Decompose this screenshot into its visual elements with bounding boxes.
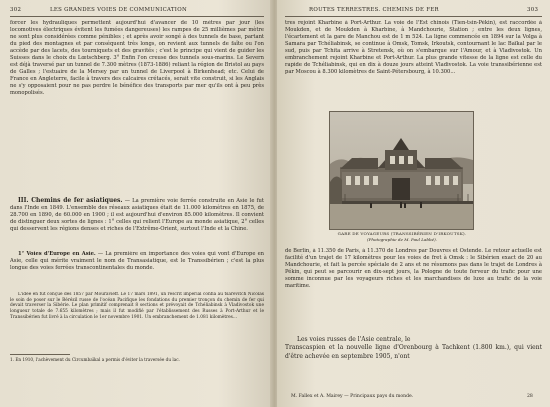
signature-number: 28 [527, 394, 533, 399]
left-page [0, 0, 273, 407]
right-paragraph-3-a: Les voies russes de l'Asie centrale, le [297, 336, 411, 343]
left-header-rule [10, 16, 264, 17]
footnote-rule [10, 354, 70, 355]
right-paragraph-2 [285, 248, 542, 326]
right-paragraph-1 [285, 20, 542, 106]
right-page-number: 303 [527, 7, 539, 13]
right-paragraph-2-text: de Berlin, à 11.350 de Paris, à 11.370 de Londres par Douvres et Ostende. Le retour actuelle est facilité d'un trajet de 17 kilomètres pour les voies de fret à Omsk : le Sibérien exact de 20 au Mandchourie, et fait la percée spéciale de 2 ans et ne résumons pas dans le trajet de Londres à Pékin, qui peut se parcourir en dix-sept jours, la Pologne de toute ferveur du trafic pour une somme inconnue par les voyageurs riches et les marchandises de luxe au trafic de la voie maritime. [285, 248, 542, 290]
subsection-1 [10, 251, 264, 286]
right-running-head: ROUTES TERRESTRES. CHEMINS DE FER [309, 7, 439, 13]
section-3-title: III. Chemins de fer asiatiques. [18, 197, 123, 204]
left-paragraph-1 [10, 20, 264, 196]
section-3 [10, 197, 264, 249]
photo-credit: (Photographie de M. Paul Labbé). [367, 237, 437, 242]
right-paragraph-3-c: Transcaspien et la nouvelle ligne d'Orenbourg à Tachkent (1.800 km.), qui vient d'être achevée en septembre 1905, n'ont [285, 344, 542, 360]
station-photograph-image [330, 112, 473, 229]
section-3-text: — La première voie ferrée construite en Asie le fut dans l'Inde en 1849. L'ensemble des réseaux asiatiques était de 11.000 kilomètres en 1875, de 28.700 en 1890, de 60.000 en 1900 ; il est aujourd'hui d'environ 85.000 kilomètres. Il convient de distinguer deux sortes de lignes : 1° celles qui relient l'Europe au monde asiatique, 2° celles qui desservent les régions denses et riches de l'Extrême-Orient, surtout l'Inde et la Chine. [10, 198, 264, 233]
right-header-rule [285, 16, 542, 17]
photo-caption: GARE DE VOYAGEURS (TRANSSIBÉRIEN D'IRKOUTSK). [337, 231, 467, 236]
right-paragraph-1-text: tres rejoint Kharbine à Port-Arthur. La voie de l'Est chinois (Tien-tsin-Pékin), est raccordée à Moukden, et de Moukden à Kharbine, à Mandchourie, Station ; entre les deux lignes, l'écartement et la gare de Manchou est de 1 m 524. La ligne commencée en 1894 sur la Volga à Samara par Tchéliabinsk, se continue à Omsk, Tomsk, Irkoutsk, contournant le lac Baïkal par le sud, puis par Tchita arrive à Stretensk, où on s'embarque sur l'Amour, et à Vladivostok. Un embranchement rejoint Kharbine et Port-Arthur. La plus grande vitesse de la ligne est celle du rapide de Tchéliabinsk, qui en dix à douze jours atteint Vladivostok. La voie transsibérienne est par Moscou à 8.300 kilomètres de Saint-Pétersbourg, à 10.300... [285, 20, 542, 76]
subsection-1-text: — La première en importance des voies qui vont d'Europe en Asie, celle qui mérite vraiment le nom de Transasiatique, est le Transsibérien ; c'est la plus longue des voies ferrées transcontinentales du monde. [10, 251, 264, 272]
station-photograph [329, 111, 474, 230]
small-print-text: L'idée en fut conçue dès 1857 par Mouravieff. Le 17 mars 1891, un rescrit impérial confia au tsarévitch Nicolas le soin de poser sur le Bérézil russe de l'océan Pacifique les fondations du premier tronçon du chemin de fer qui devait traverser la Sibérie. Le plan primitif comprenait 8 sections et prévoyait de Tchéliabinsk à Vladivostok une longueur totale de 7.655 kilomètres ; mais il fut modifié par l'établissement des Russes à Port-Arthur et le Transsibérien fut livré à la circulation le 1er novembre 1901. Un embranchement de 1.081 kilomètres... [10, 292, 264, 320]
left-paragraph-1-text: forcer les hydrauliques permettent aujourd'hui d'avancer de 10 mètres par jour (les locomotives électriques évitent les fumées dangereuses) les rampes de 25 millièmes par mètre ne sont plus considérées comme pénibles ; et après avoir songé à des tunnels de base, partant du pied des montagnes et par conséquent très longs, on revient aux tunnels de faîte ou l'on accède par des lacets, des tourniquets et des gravités ; c'est le principe qui vient de guider les Suisses dans le choix du Lœtschberg. 3° Enfin l'on creuse des tunnels sous-marins. Le Severn est déjà traversé par un tunnel de 7.300 mètres (1873-1886) reliant la région de Bristol au pays de Galles ; l'estuaire de la Mersey par un tunnel de Liverpool à Birkenhead; etc. Celui de France en Angleterre, facile à travers des calcaires crétacés, serait vite construit, si les Anglais ne s'y opposaient pour ne pas perdre le bénéfice des transports par mer qu'ils ont à peu près monopolisés. [10, 20, 264, 97]
subsection-1-title: 1° Voies d'Europe en Asie. [18, 251, 96, 257]
footer-author: M. Fallex et A. Mairey — Principaux pays du monde. [291, 394, 414, 399]
small-print-paragraph [10, 292, 264, 350]
left-footnote: 1. En 1910, l'achèvement du Circumbaïkal a permis d'éviter la traversée du lac. [10, 357, 180, 362]
right-paragraph-3 [285, 336, 542, 361]
left-running-head: LES GRANDES VOIES DE COMMUNICATION [50, 7, 187, 13]
left-page-number: 302 [10, 7, 22, 13]
